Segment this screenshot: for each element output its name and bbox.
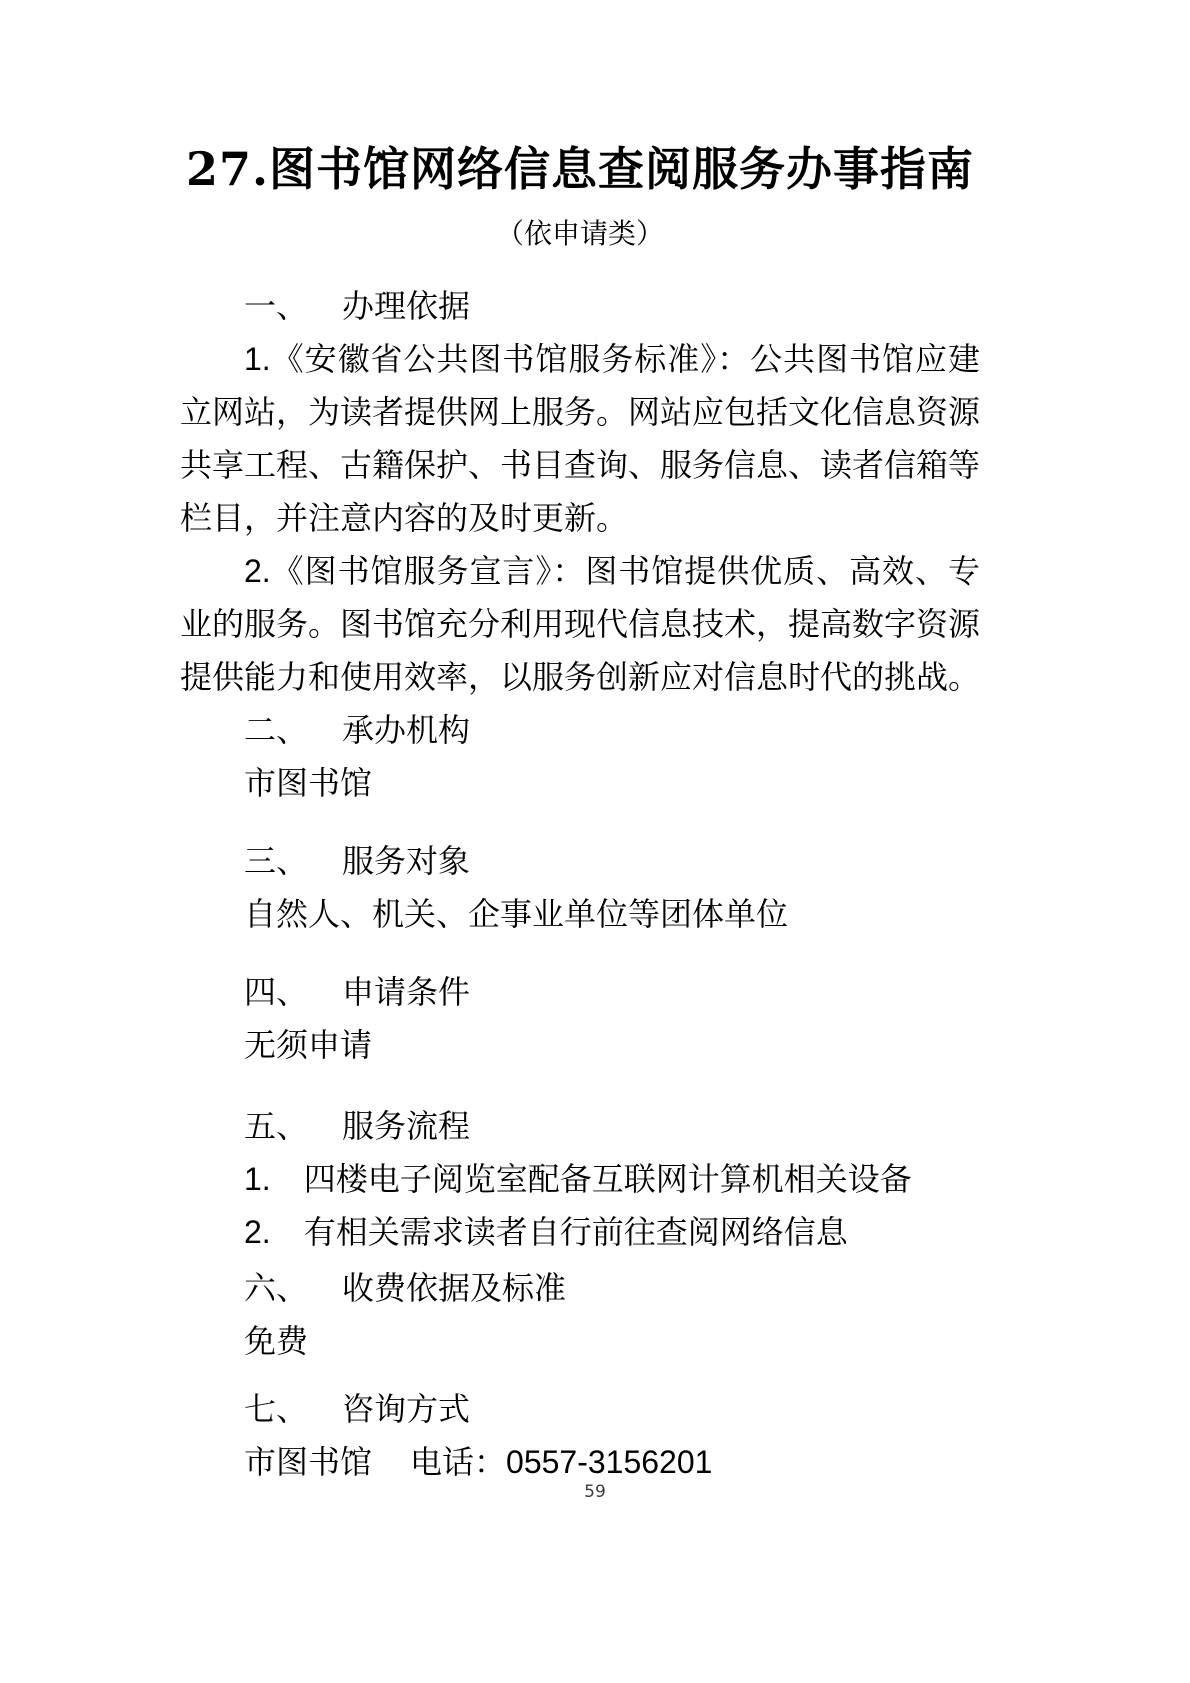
section-heading-label: 咨询方式 <box>342 1391 471 1427</box>
application-conditions-text: 无须申请 <box>244 1027 373 1063</box>
process-step-2 <box>180 1206 980 1259</box>
section-number: 七、 <box>244 1391 309 1427</box>
section-fees <box>180 1262 980 1368</box>
basis-paragraph-1: 1.《安徽省公共图书馆服务标准》：公共图书馆应建立网站，为读者提供网上服务。网站应包括文化信息资源共享工程、古籍保护、书目查询、服务信息、读者信箱等栏目，并注意内容的及时更新。 <box>180 341 981 536</box>
contact-phone: 电话：0557-3156201 <box>410 1444 713 1480</box>
agency-name: 市图书馆 <box>244 765 373 801</box>
section-number: 三、 <box>244 843 309 879</box>
step-number: 2. <box>244 1214 271 1250</box>
section-heading <box>180 1100 980 1153</box>
page-number: 59 <box>584 1482 606 1502</box>
section-heading-label: 承办机构 <box>342 712 471 748</box>
section-heading <box>180 1262 980 1315</box>
step-number: 1. <box>244 1161 271 1197</box>
section-heading-label: 办理依据 <box>342 288 471 324</box>
section-heading <box>180 280 980 333</box>
section-heading-label: 服务流程 <box>342 1108 471 1144</box>
section-heading-label: 服务对象 <box>342 843 471 879</box>
section-number: 六、 <box>244 1270 309 1306</box>
process-step-1 <box>180 1153 980 1206</box>
section-heading <box>180 966 980 1019</box>
step-text: 四楼电子阅览室配备互联网计算机相关设备 <box>303 1161 912 1197</box>
section-consultation <box>180 1383 980 1489</box>
section-number: 二、 <box>244 712 309 748</box>
document-title: 27.图书馆网络信息查阅服务办事指南 <box>185 142 975 196</box>
section-heading <box>180 704 980 757</box>
section-application-conditions <box>180 966 980 1072</box>
section-heading-label: 收费依据及标准 <box>342 1270 567 1306</box>
document-body <box>180 280 980 1489</box>
document-subtitle: （依申请类） <box>495 218 664 249</box>
section-heading-label: 申请条件 <box>342 974 471 1010</box>
fees-text: 免费 <box>244 1323 309 1359</box>
section-service-targets <box>180 835 980 941</box>
section-heading <box>180 1383 980 1436</box>
section-service-process <box>180 1100 980 1259</box>
step-text: 有相关需求读者自行前往查阅网络信息 <box>303 1214 848 1250</box>
section-number: 一、 <box>244 288 309 324</box>
section-number: 四、 <box>244 974 309 1010</box>
section-handling-basis <box>180 280 980 704</box>
contact-organization: 市图书馆 <box>244 1444 373 1480</box>
section-heading <box>180 835 980 888</box>
basis-paragraph-2: 2.《图书馆服务宣言》：图书馆提供优质、高效、专业的服务。图书馆充分利用现代信息技术，提高数字资源提供能力和使用效率，以服务创新应对信息时代的挑战。 <box>180 553 981 695</box>
service-targets-text: 自然人、机关、企事业单位等团体单位 <box>244 896 789 932</box>
section-undertaking-agency <box>180 704 980 810</box>
section-number: 五、 <box>244 1108 309 1144</box>
